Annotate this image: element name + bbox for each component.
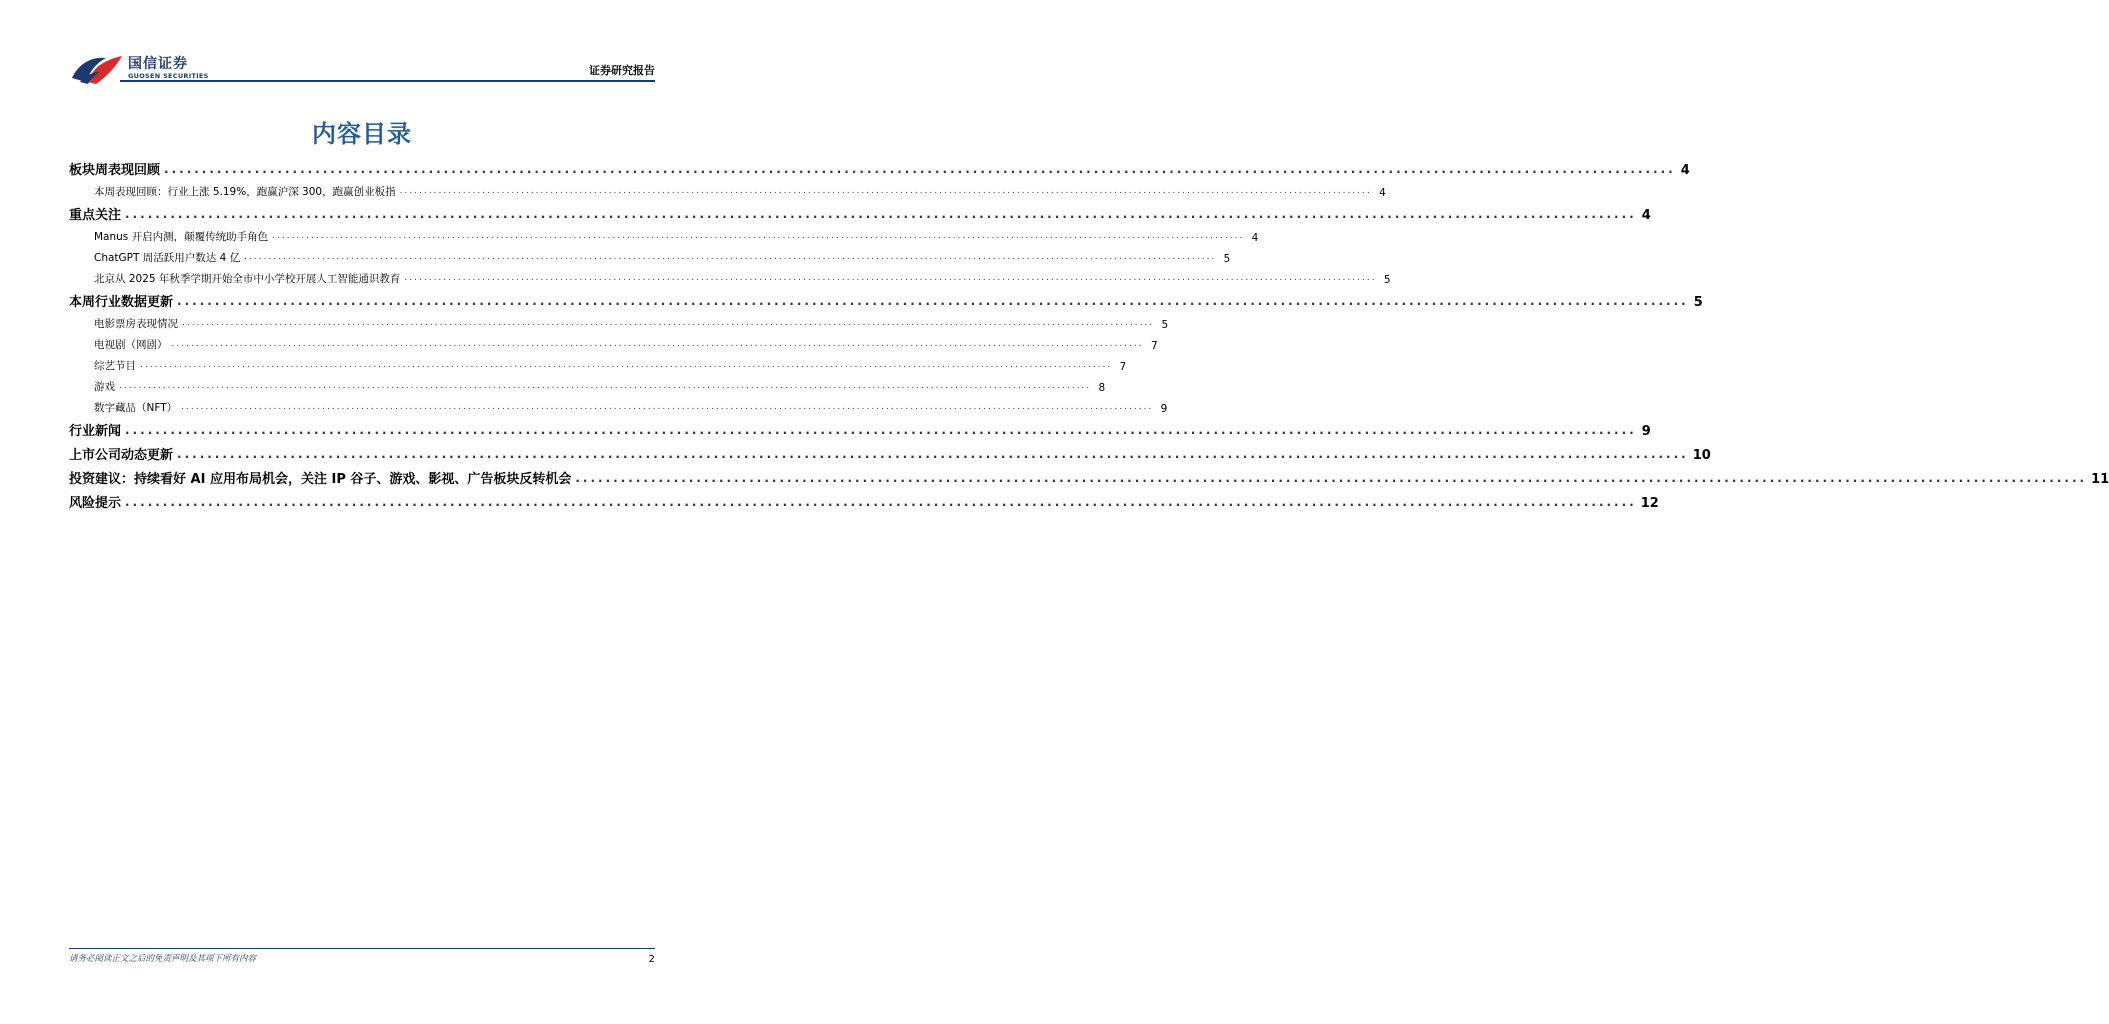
toc-entry-page: 8 (1098, 382, 1106, 394)
footer-divider (69, 948, 655, 949)
toc-entry-page: 4 (1379, 187, 1386, 199)
toc-entry-label: 板块周表现回顾 (69, 163, 161, 178)
toc-dot-leader: ........................................................................................................................................................................................................ (575, 471, 2088, 485)
page-number: 2 (648, 954, 655, 965)
toc-subsection-entry[interactable] (69, 265, 1391, 286)
toc-entry-label: 电视剧（网剧） (94, 339, 168, 351)
toc-entry-page: 5 (1693, 295, 1703, 310)
toc-entry-page: 12 (1640, 496, 1659, 511)
toc-entry-label: 投资建议：持续看好 AI 应用布局机会，关注 IP 谷子、游戏、影视、广告板块反转机会 (69, 472, 572, 487)
toc-dot-leader: ........................................................................................................................................................................................................ (140, 360, 1113, 370)
toc-entry-label: 本周行业数据更新 (69, 295, 174, 310)
toc-entry-label: Manus 开启内测，颠覆传统助手角色 (94, 231, 269, 243)
toc-subsection-entry[interactable] (69, 394, 1168, 415)
logo-english-name: GUOSEN SECURITIES (128, 72, 209, 80)
toc-subsection-entry[interactable] (69, 373, 1106, 394)
toc-entry-page: 5 (1161, 319, 1169, 331)
toc-title: 内容目录 (312, 120, 412, 148)
toc-dot-leader: ........................................................................................................................................................................................................ (404, 273, 1377, 283)
toc-entry-label: 风险提示 (69, 496, 122, 511)
toc-dot-leader: ........................................................................................................................................................................................................ (125, 207, 1637, 221)
toc-entry-page: 4 (1680, 163, 1690, 178)
toc-dot-leader: ........................................................................................................................................................................................................ (177, 447, 1689, 461)
toc-entry-page: 7 (1150, 340, 1158, 352)
toc-subsection-entry[interactable] (69, 331, 1158, 352)
toc-entry-page: 9 (1160, 403, 1168, 415)
toc-entry-page: 9 (1641, 424, 1651, 439)
toc-entry-page: 5 (1223, 253, 1231, 265)
toc-entry-label: 游戏 (94, 381, 115, 393)
toc-entry-label: 本周表现回顾：行业上涨 5.19%，跑赢沪深 300，跑赢创业板指 (94, 186, 396, 198)
toc-dot-leader: ........................................................................................................................................................................................................ (399, 186, 1372, 196)
toc-entry-label: 上市公司动态更新 (69, 448, 174, 463)
toc-subsection-entry[interactable] (69, 244, 1231, 265)
toc-entry-page: 7 (1119, 361, 1127, 373)
toc-dot-leader: ........................................................................................................................................................................................................ (181, 402, 1154, 412)
toc-entry-page: 4 (1251, 232, 1259, 244)
toc-entry-label: 北京从 2025 年秋季学期开始全市中小学校开展人工智能通识教育 (94, 273, 401, 285)
page-header (0, 0, 724, 90)
logo-chinese-name: 国信证券 (128, 56, 188, 72)
table-of-contents (69, 154, 2109, 511)
toc-dot-leader: ........................................................................................................................................................................................................ (125, 423, 1637, 437)
report-type-label: 证券研究报告 (589, 64, 655, 77)
toc-subsection-entry[interactable] (69, 310, 1169, 331)
toc-section-entry[interactable] (69, 415, 1651, 439)
toc-dot-leader: ........................................................................................................................................................................................................ (125, 495, 1637, 509)
toc-section-entry[interactable] (69, 286, 1703, 310)
toc-dot-leader: ........................................................................................................................................................................................................ (171, 339, 1144, 349)
toc-section-entry[interactable] (69, 199, 1651, 223)
toc-subsection-entry[interactable] (69, 352, 1127, 373)
toc-entry-page: 11 (2091, 472, 2109, 487)
toc-entry-label: 数字藏品（NFT） (94, 402, 178, 414)
footer-disclaimer: 请务必阅读正文之后的免责声明及其项下所有内容 (69, 954, 257, 964)
toc-entry-page: 5 (1383, 274, 1391, 286)
toc-section-entry[interactable] (69, 463, 2109, 487)
toc-entry-label: 重点关注 (69, 208, 122, 223)
header-divider (120, 80, 655, 82)
toc-section-entry[interactable] (69, 439, 1711, 463)
toc-subsection-entry[interactable] (69, 223, 1259, 244)
toc-dot-leader: ........................................................................................................................................................................................................ (272, 231, 1245, 241)
toc-entry-page: 4 (1641, 208, 1651, 223)
toc-dot-leader: ........................................................................................................................................................................................................ (182, 318, 1155, 328)
toc-section-entry[interactable] (69, 154, 1690, 178)
toc-entry-label: ChatGPT 周活跃用户数达 4 亿 (94, 252, 241, 264)
toc-entry-label: 电影票房表现情况 (94, 318, 178, 330)
toc-subsection-entry[interactable] (69, 178, 1386, 199)
toc-entry-label: 行业新闻 (69, 424, 122, 439)
guosen-logo-mark-icon (70, 52, 124, 86)
toc-dot-leader: ........................................................................................................................................................................................................ (119, 381, 1092, 391)
toc-entry-label: 综艺节目 (94, 360, 136, 372)
toc-section-entry[interactable] (69, 487, 1659, 511)
toc-dot-leader: ........................................................................................................................................................................................................ (164, 162, 1676, 176)
toc-dot-leader: ........................................................................................................................................................................................................ (177, 294, 1689, 308)
toc-entry-page: 10 (1692, 448, 1711, 463)
toc-dot-leader: ........................................................................................................................................................................................................ (244, 252, 1217, 262)
